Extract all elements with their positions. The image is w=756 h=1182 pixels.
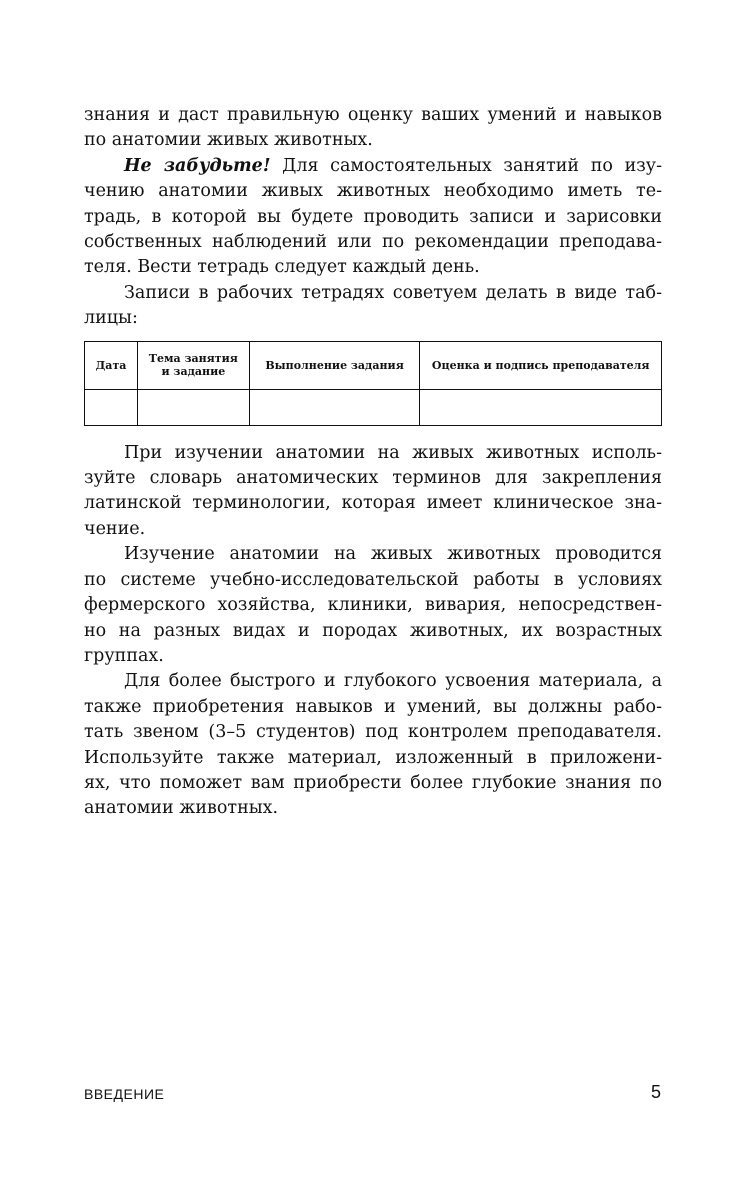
- notebook-table: [84, 341, 662, 426]
- text-line: по системе учебно-исследовательской работы в условиях: [84, 569, 662, 590]
- reminder-lead: Не забудьте!: [124, 155, 271, 176]
- table-cell: [420, 389, 662, 425]
- text-line: При изучении анатомии на живых животных исполь-: [124, 442, 662, 463]
- text-line: группах.: [84, 645, 164, 666]
- paragraph-research: [84, 542, 662, 669]
- table-cell: [85, 389, 138, 425]
- text-line: Для более быстрого и глубокого усвоения материала, а: [124, 671, 662, 692]
- text-line: латинской терминологии, которая имеет клиническое зна-: [84, 493, 662, 514]
- header-grade: Оценка и подпись преподавателя: [420, 341, 662, 389]
- text-line: Записи в рабочих тетрадях советуем делать в виде таб-: [124, 282, 662, 303]
- text-line: тать звеном (3–5 студентов) под контролем преподавателя.: [84, 722, 662, 743]
- page-body: [84, 103, 662, 822]
- table-row: [85, 389, 662, 425]
- text-line: ях, что поможет вам приобрести более глубокие знания по: [84, 772, 662, 793]
- text-line: зуйте словарь анатомических терминов для закрепления: [84, 468, 662, 489]
- running-footer-section: ВВЕДЕНИЕ: [84, 1086, 165, 1102]
- header-topic: [137, 341, 249, 389]
- header-execution: Выполнение задания: [249, 341, 420, 389]
- paragraph-reminder: [84, 154, 662, 281]
- text-line: по анатомии живых животных.: [84, 130, 373, 151]
- text-line: традь, в которой вы будете проводить записи и зарисовки: [84, 206, 662, 227]
- table-cell: [249, 389, 420, 425]
- header-topic-line1: Тема занятия: [148, 352, 238, 366]
- paragraph-dictionary: [84, 441, 662, 543]
- header-date: Дата: [85, 341, 138, 389]
- text-line: собственных наблюдений или по рекомендации преподава-: [84, 232, 662, 253]
- text-line: чение.: [84, 518, 146, 539]
- text-line: фермерского хозяйства, клиники, вивария, непосредствен-: [84, 595, 662, 616]
- paragraph-table-intro: [84, 281, 662, 332]
- reminder-first-line: Для самостоятельных занятий по изу-: [270, 155, 662, 176]
- text-line: [84, 154, 662, 179]
- page-number: 5: [650, 1082, 661, 1102]
- paragraph-teamwork: [84, 669, 662, 821]
- table-cell: [137, 389, 249, 425]
- text-line: теля. Вести тетрадь следует каждый день.: [84, 257, 480, 278]
- text-line: также приобретения навыков и умений, вы должны рабо-: [84, 696, 662, 717]
- text-line: анатомии животных.: [84, 798, 279, 819]
- text-line: знания и даст правильную оценку ваших умений и навыков: [84, 105, 662, 125]
- text-line: Изучение анатомии на живых животных проводится: [124, 544, 662, 565]
- text-line: лицы:: [84, 308, 138, 329]
- text-line: чению анатомии живых животных необходимо иметь те-: [84, 181, 662, 202]
- table-header-row: [85, 341, 662, 389]
- paragraph-intro-end: [84, 103, 662, 154]
- header-topic-line2: и задание: [161, 365, 226, 379]
- text-line: но на разных видах и породах животных, их возрастных: [84, 620, 662, 641]
- text-line: Используйте также материал, изложенный в приложени-: [84, 747, 662, 768]
